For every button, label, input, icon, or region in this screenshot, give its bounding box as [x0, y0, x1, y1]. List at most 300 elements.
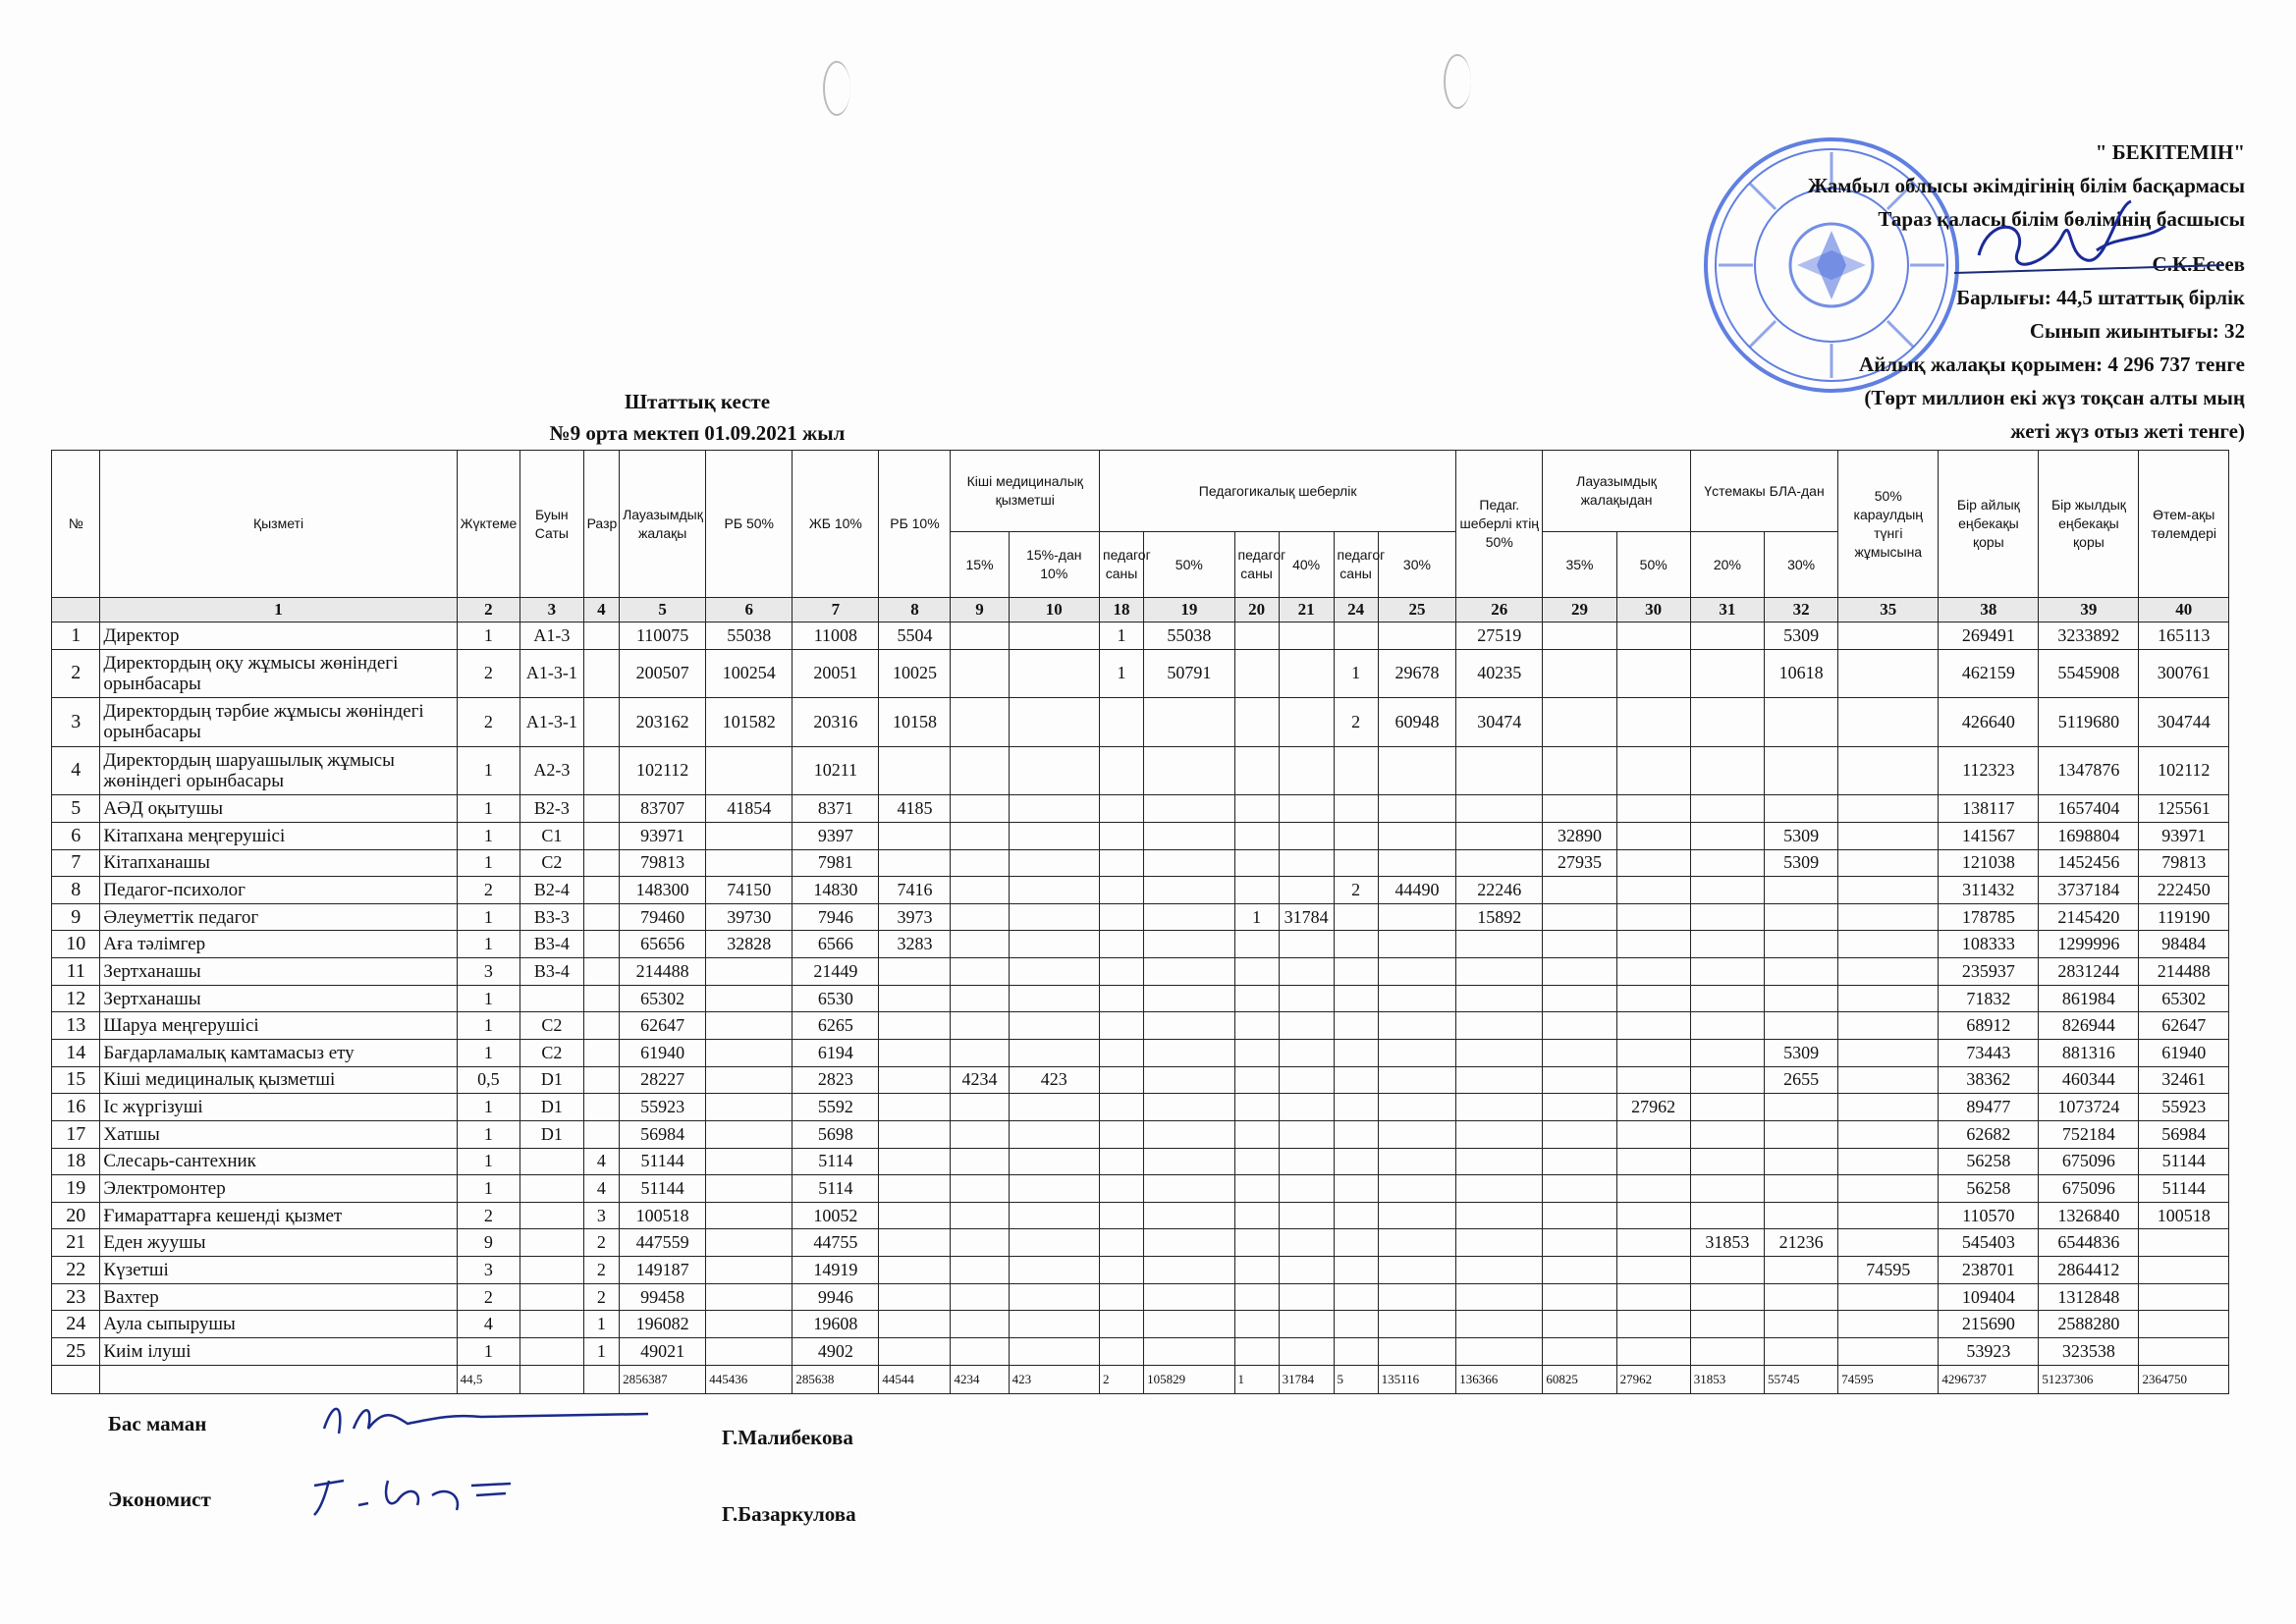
- table-cell: 1: [1334, 649, 1378, 698]
- table-cell: [1099, 1066, 1143, 1094]
- table-cell: [1378, 1012, 1456, 1040]
- table-cell: [1334, 958, 1378, 986]
- table-cell: [1279, 795, 1334, 823]
- table-cell: [1279, 1202, 1334, 1229]
- punch-hole-mark: [823, 61, 850, 116]
- table-cell: 2145420: [2039, 903, 2139, 931]
- table-cell: [879, 1066, 951, 1094]
- table-cell: 2: [583, 1229, 620, 1257]
- table-cell: С2: [520, 1012, 583, 1040]
- table-cell: [1543, 795, 1616, 823]
- table-cell: [1378, 1066, 1456, 1094]
- table-cell: 1: [457, 623, 519, 650]
- table-cell: [1456, 1012, 1543, 1040]
- table-cell: [879, 849, 951, 877]
- table-cell: [1378, 1202, 1456, 1229]
- table-cell: [1543, 1311, 1616, 1338]
- table-cell: [879, 746, 951, 795]
- table-cell: [583, 877, 620, 904]
- title-line: Штаттық кесте: [624, 390, 771, 413]
- table-cell: 5114: [793, 1148, 879, 1175]
- table-cell: [1690, 1094, 1764, 1121]
- table-cell: 51144: [620, 1175, 706, 1203]
- table-cell: [1279, 849, 1334, 877]
- table-cell: [951, 1148, 1009, 1175]
- column-index: 8: [879, 598, 951, 623]
- row-number: 7: [52, 849, 100, 877]
- table-cell: [1378, 1175, 1456, 1203]
- table-cell: 108333: [1939, 931, 2039, 958]
- table-cell: [1838, 903, 1939, 931]
- table-cell: [1234, 1148, 1279, 1175]
- punch-hole-mark: [1444, 54, 1471, 109]
- table-cell: 235937: [1939, 958, 2039, 986]
- table-cell: 51144: [2139, 1175, 2229, 1203]
- table-cell: [706, 1229, 793, 1257]
- table-cell: [1334, 795, 1378, 823]
- table-cell: [1009, 1094, 1099, 1121]
- table-cell: [1234, 1012, 1279, 1040]
- column-index: 31: [1690, 598, 1764, 623]
- table-cell: 1: [583, 1338, 620, 1366]
- table-cell: А1-3: [520, 623, 583, 650]
- table-cell: 65302: [2139, 985, 2229, 1012]
- total-cell: 135116: [1378, 1366, 1456, 1394]
- table-cell: 7416: [879, 877, 951, 904]
- position-name: Директор: [100, 623, 457, 650]
- table-cell: 121038: [1939, 849, 2039, 877]
- table-cell: [520, 1311, 583, 1338]
- table-cell: 4185: [879, 795, 951, 823]
- table-cell: [1334, 1229, 1378, 1257]
- table-cell: [2139, 1338, 2229, 1366]
- table-cell: 148300: [620, 877, 706, 904]
- header-ped-count: педагог саны: [1234, 532, 1279, 598]
- table-cell: 1: [583, 1311, 620, 1338]
- table-cell: [1456, 1202, 1543, 1229]
- table-cell: [1456, 1094, 1543, 1121]
- table-cell: [583, 698, 620, 747]
- header-no: №: [52, 451, 100, 598]
- table-cell: [1099, 698, 1143, 747]
- table-cell: [583, 649, 620, 698]
- table-cell: 53923: [1939, 1338, 2039, 1366]
- table-cell: [1279, 1175, 1334, 1203]
- table-cell: 6530: [793, 985, 879, 1012]
- header-load: Жүктеме: [457, 451, 519, 598]
- table-cell: [1099, 1175, 1143, 1203]
- column-index: 18: [1099, 598, 1143, 623]
- table-cell: [1009, 649, 1099, 698]
- table-cell: [1279, 1120, 1334, 1148]
- table-cell: [1279, 931, 1334, 958]
- table-cell: [1099, 795, 1143, 823]
- table-cell: [1378, 1094, 1456, 1121]
- table-cell: [706, 1283, 793, 1311]
- total-cell: 4296737: [1939, 1366, 2039, 1394]
- table-cell: [1378, 849, 1456, 877]
- table-cell: [951, 877, 1009, 904]
- table-cell: [1543, 1202, 1616, 1229]
- table-cell: [879, 1202, 951, 1229]
- table-cell: [1009, 877, 1099, 904]
- table-cell: [1456, 1257, 1543, 1284]
- table-cell: [1616, 958, 1690, 986]
- table-cell: 110075: [620, 623, 706, 650]
- table-row: [52, 1283, 2229, 1311]
- table-cell: [1456, 985, 1543, 1012]
- header-rank: Разр: [583, 451, 620, 598]
- table-cell: 1: [457, 1040, 519, 1067]
- table-cell: 2: [1334, 698, 1378, 747]
- column-index: 26: [1456, 598, 1543, 623]
- row-number: 13: [52, 1012, 100, 1040]
- total-cell: 55745: [1765, 1366, 1838, 1394]
- table-cell: 2: [583, 1283, 620, 1311]
- table-cell: D1: [520, 1120, 583, 1148]
- table-cell: [951, 903, 1009, 931]
- column-index: 32: [1765, 598, 1838, 623]
- table-cell: [1765, 698, 1838, 747]
- table-cell: 1698804: [2039, 822, 2139, 849]
- position-name: Директордың оқу жұмысы жөніндегі орынбасары: [100, 649, 457, 698]
- table-cell: [1690, 931, 1764, 958]
- table-cell: [1334, 985, 1378, 1012]
- table-cell: 56984: [2139, 1120, 2229, 1148]
- total-cell: 1: [1234, 1366, 1279, 1394]
- table-cell: [1690, 1120, 1764, 1148]
- table-cell: [1009, 1012, 1099, 1040]
- row-number: 2: [52, 649, 100, 698]
- total-cell: 285638: [793, 1366, 879, 1394]
- table-cell: 1: [1099, 649, 1143, 698]
- table-cell: [1099, 1040, 1143, 1067]
- table-cell: [1009, 1148, 1099, 1175]
- table-cell: 10158: [879, 698, 951, 747]
- table-cell: [1234, 1175, 1279, 1203]
- table-cell: [2139, 1283, 2229, 1311]
- table-cell: [1334, 1311, 1378, 1338]
- row-number: 5: [52, 795, 100, 823]
- column-index: 25: [1378, 598, 1456, 623]
- table-cell: [879, 1012, 951, 1040]
- table-cell: [1838, 1148, 1939, 1175]
- table-cell: 1: [457, 903, 519, 931]
- table-cell: [706, 1094, 793, 1121]
- table-cell: [951, 1175, 1009, 1203]
- table-cell: [1279, 649, 1334, 698]
- position-name: Хатшы: [100, 1120, 457, 1148]
- table-cell: 1: [457, 1094, 519, 1121]
- table-cell: 101582: [706, 698, 793, 747]
- table-cell: [1616, 1283, 1690, 1311]
- total-cell: 27962: [1616, 1366, 1690, 1394]
- table-cell: 1: [1234, 903, 1279, 931]
- row-number: 4: [52, 746, 100, 795]
- row-number: 25: [52, 1338, 100, 1366]
- table-cell: 861984: [2039, 985, 2139, 1012]
- table-cell: 109404: [1939, 1283, 2039, 1311]
- table-cell: [1234, 1202, 1279, 1229]
- column-index: 38: [1939, 598, 2039, 623]
- total-cell: 105829: [1144, 1366, 1234, 1394]
- table-cell: [583, 1012, 620, 1040]
- table-cell: [1456, 1175, 1543, 1203]
- table-cell: 138117: [1939, 795, 2039, 823]
- table-cell: [1690, 623, 1764, 650]
- table-cell: [1144, 1283, 1234, 1311]
- table-cell: 30474: [1456, 698, 1543, 747]
- column-index: 4: [583, 598, 620, 623]
- table-cell: [1099, 985, 1143, 1012]
- table-cell: [1378, 1338, 1456, 1366]
- table-cell: [879, 1175, 951, 1203]
- column-index: 9: [951, 598, 1009, 623]
- table-cell: 31784: [1279, 903, 1334, 931]
- column-index: 19: [1144, 598, 1234, 623]
- table-cell: 1: [457, 795, 519, 823]
- table-cell: 1: [457, 1338, 519, 1366]
- table-cell: [520, 1257, 583, 1284]
- table-cell: 49021: [620, 1338, 706, 1366]
- table-cell: 8371: [793, 795, 879, 823]
- table-cell: [1378, 1229, 1456, 1257]
- table-cell: [1334, 1120, 1378, 1148]
- table-cell: [1690, 1311, 1764, 1338]
- table-cell: [1234, 795, 1279, 823]
- table-cell: [1690, 849, 1764, 877]
- table-cell: [1234, 746, 1279, 795]
- table-cell: 31853: [1690, 1229, 1764, 1257]
- document-title: [481, 386, 913, 449]
- table-cell: 79813: [620, 849, 706, 877]
- table-cell: [1765, 1094, 1838, 1121]
- table-cell: [951, 1283, 1009, 1311]
- table-cell: [1334, 1012, 1378, 1040]
- table-cell: [1456, 1338, 1543, 1366]
- table-cell: [1279, 985, 1334, 1012]
- table-cell: 62682: [1939, 1120, 2039, 1148]
- table-cell: [951, 1257, 1009, 1284]
- table-cell: 447559: [620, 1229, 706, 1257]
- table-cell: [1234, 877, 1279, 904]
- table-cell: [1234, 849, 1279, 877]
- table-row: [52, 1040, 2229, 1067]
- header-bonus: Үстемакы БЛА-дан: [1690, 451, 1837, 532]
- column-index: 5: [620, 598, 706, 623]
- table-cell: [1838, 1175, 1939, 1203]
- position-name: Вахтер: [100, 1283, 457, 1311]
- table-cell: 32828: [706, 931, 793, 958]
- table-cell: 2: [457, 698, 519, 747]
- table-cell: 196082: [620, 1311, 706, 1338]
- row-number: 9: [52, 903, 100, 931]
- table-cell: 5545908: [2039, 649, 2139, 698]
- table-cell: [1543, 1012, 1616, 1040]
- header-night: 50% караулдың түнгі жұмысына: [1838, 451, 1939, 598]
- column-index-row: [52, 598, 2229, 623]
- table-cell: 21449: [793, 958, 879, 986]
- table-cell: 3973: [879, 903, 951, 931]
- table-cell: [951, 1338, 1009, 1366]
- table-cell: [1234, 1338, 1279, 1366]
- table-cell: [951, 746, 1009, 795]
- table-row: [52, 1311, 2229, 1338]
- table-cell: [1279, 877, 1334, 904]
- table-cell: 119190: [2139, 903, 2229, 931]
- row-number: 8: [52, 877, 100, 904]
- table-cell: [1009, 958, 1099, 986]
- table-cell: [951, 1094, 1009, 1121]
- table-cell: [1009, 1229, 1099, 1257]
- total-cell: 31853: [1690, 1366, 1764, 1394]
- header-p30: 30%: [1378, 532, 1456, 598]
- position-name: Зертханашы: [100, 958, 457, 986]
- table-cell: [1099, 1229, 1143, 1257]
- table-cell: [1616, 849, 1690, 877]
- table-cell: 27935: [1543, 849, 1616, 877]
- table-cell: [706, 1066, 793, 1094]
- row-number: 19: [52, 1175, 100, 1203]
- table-cell: 50791: [1144, 649, 1234, 698]
- table-cell: 304744: [2139, 698, 2229, 747]
- table-cell: [1009, 1311, 1099, 1338]
- table-cell: [1838, 1283, 1939, 1311]
- table-cell: 300761: [2139, 649, 2229, 698]
- table-cell: [1838, 649, 1939, 698]
- table-cell: [1334, 1148, 1378, 1175]
- position-name: Еден жуушы: [100, 1229, 457, 1257]
- table-cell: [1099, 903, 1143, 931]
- table-cell: 1326840: [2039, 1202, 2139, 1229]
- table-cell: [1456, 1120, 1543, 1148]
- table-cell: [1690, 1283, 1764, 1311]
- table-cell: 14919: [793, 1257, 879, 1284]
- table-row: [52, 1257, 2229, 1284]
- table-cell: [1144, 958, 1234, 986]
- table-cell: [1009, 1202, 1099, 1229]
- footer-role: Бас маман: [108, 1412, 207, 1435]
- table-cell: [1838, 1311, 1939, 1338]
- table-cell: [1543, 698, 1616, 747]
- table-cell: [1099, 958, 1143, 986]
- table-cell: [1099, 1257, 1143, 1284]
- table-row: [52, 1338, 2229, 1366]
- table-cell: 89477: [1939, 1094, 2039, 1121]
- table-cell: [1765, 795, 1838, 823]
- row-number: 11: [52, 958, 100, 986]
- position-name: Кітапхана меңгерушісі: [100, 822, 457, 849]
- table-cell: [520, 1175, 583, 1203]
- table-cell: [520, 1202, 583, 1229]
- table-cell: 61940: [2139, 1040, 2229, 1067]
- table-cell: 27962: [1616, 1094, 1690, 1121]
- table-cell: [1543, 623, 1616, 650]
- table-cell: [1838, 1012, 1939, 1040]
- table-row: [52, 931, 2229, 958]
- table-cell: [1334, 1175, 1378, 1203]
- table-cell: 222450: [2139, 877, 2229, 904]
- row-number: 22: [52, 1257, 100, 1284]
- table-cell: 1: [1099, 623, 1143, 650]
- table-row: [52, 698, 2229, 747]
- table-cell: [1456, 1148, 1543, 1175]
- table-cell: [1456, 746, 1543, 795]
- table-cell: [1616, 1120, 1690, 1148]
- header-b20: 20%: [1690, 532, 1764, 598]
- table-cell: 55923: [2139, 1094, 2229, 1121]
- table-cell: [951, 958, 1009, 986]
- header-pos-salary: Лауазымдық жалақыдан: [1543, 451, 1690, 532]
- table-cell: 61940: [620, 1040, 706, 1067]
- column-index: 10: [1009, 598, 1099, 623]
- table-cell: [1456, 958, 1543, 986]
- table-cell: [1234, 822, 1279, 849]
- table-cell: [1378, 623, 1456, 650]
- header-med15b: 15%-дан 10%: [1009, 532, 1099, 598]
- table-cell: 4: [583, 1148, 620, 1175]
- table-cell: [951, 623, 1009, 650]
- table-cell: [706, 1012, 793, 1040]
- table-cell: [1334, 822, 1378, 849]
- table-cell: 6566: [793, 931, 879, 958]
- table-cell: [1334, 1202, 1378, 1229]
- table-cell: [1378, 1257, 1456, 1284]
- approval-heading: " БЕКІТЕМІН": [2095, 140, 2245, 164]
- table-cell: [1456, 849, 1543, 877]
- table-cell: [1838, 1229, 1939, 1257]
- table-cell: В2-3: [520, 795, 583, 823]
- table-cell: [951, 849, 1009, 877]
- table-cell: [583, 746, 620, 795]
- row-number: 10: [52, 931, 100, 958]
- table-cell: 203162: [620, 698, 706, 747]
- table-cell: [1838, 1094, 1939, 1121]
- table-cell: [1616, 1175, 1690, 1203]
- table-cell: [1690, 1148, 1764, 1175]
- approval-line: Тараз қаласы білім бөлімінің басшысы: [1878, 207, 2245, 231]
- table-cell: [1378, 903, 1456, 931]
- table-cell: [1099, 877, 1143, 904]
- table-cell: [1334, 1283, 1378, 1311]
- total-cell: 74595: [1838, 1366, 1939, 1394]
- table-cell: 65302: [620, 985, 706, 1012]
- header-s50: 50%: [1616, 532, 1690, 598]
- table-cell: [1234, 623, 1279, 650]
- table-cell: 7981: [793, 849, 879, 877]
- table-cell: [583, 623, 620, 650]
- table-cell: 423: [1009, 1066, 1099, 1094]
- table-cell: [583, 849, 620, 877]
- row-number: 24: [52, 1311, 100, 1338]
- table-cell: [1765, 1311, 1838, 1338]
- position-name: Директордың шаруашылық жұмысы жөніндегі орынбасары: [100, 746, 457, 795]
- table-cell: А2-3: [520, 746, 583, 795]
- table-cell: 55923: [620, 1094, 706, 1121]
- table-cell: [583, 1066, 620, 1094]
- table-cell: [1378, 1040, 1456, 1067]
- table-cell: [1690, 1257, 1764, 1284]
- table-cell: В3-4: [520, 958, 583, 986]
- table-cell: [1099, 1202, 1143, 1229]
- approval-line: Жамбыл облысы әкімдігінің білім басқармасы: [1807, 174, 2245, 197]
- table-cell: А1-3-1: [520, 649, 583, 698]
- table-cell: 311432: [1939, 877, 2039, 904]
- table-cell: 460344: [2039, 1066, 2139, 1094]
- row-number: 17: [52, 1120, 100, 1148]
- table-cell: [706, 1175, 793, 1203]
- table-cell: [1690, 1040, 1764, 1067]
